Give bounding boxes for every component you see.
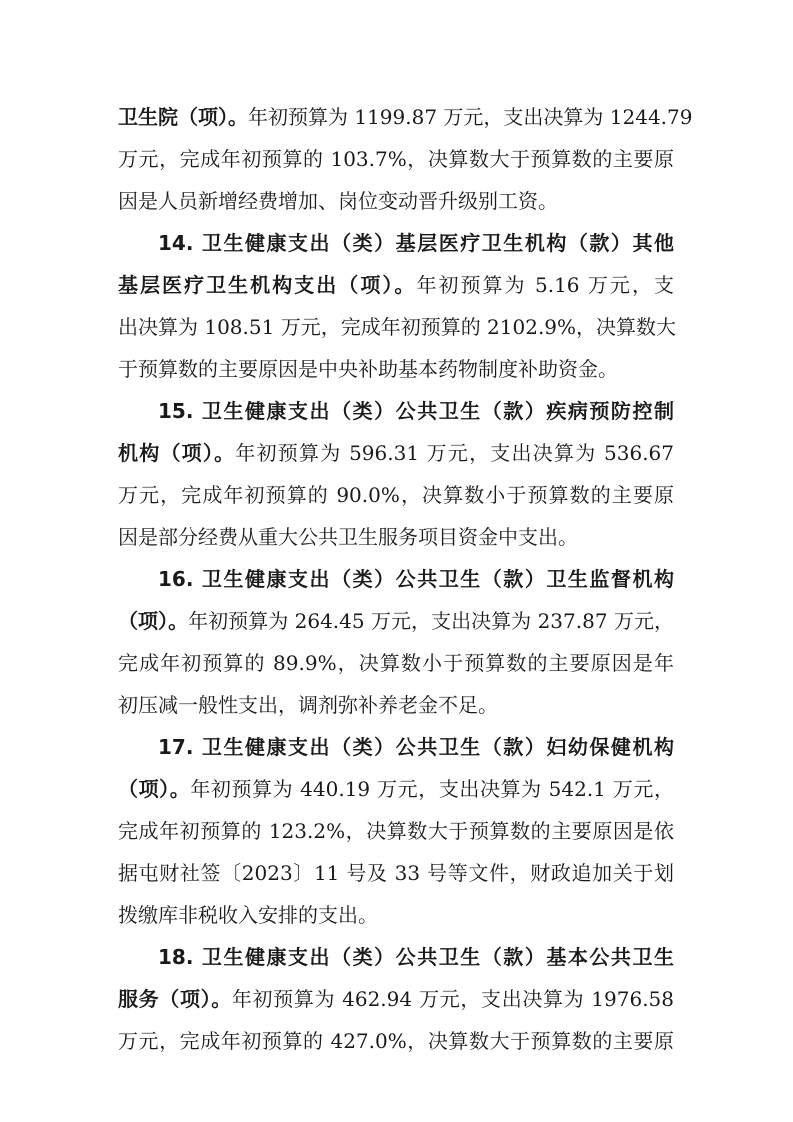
item-heading: （项）。: [118, 609, 189, 633]
body-text: 年初预算为 5.16 万元，支: [416, 273, 674, 297]
body-text: 初压减一般性支出，调剂弥补养老金不足。: [118, 693, 498, 717]
item-heading: 卫生院（项）。: [118, 105, 248, 129]
item-heading: 服务（项）。: [118, 987, 232, 1011]
paragraph-line: [0, 685, 793, 725]
paragraph-line: [0, 475, 793, 515]
item-heading: 机构（项）。: [118, 441, 236, 465]
paragraph-line: [0, 433, 793, 473]
body-text: 年初预算为 264.45 万元，支出决算为 237.87 万元，: [188, 609, 675, 633]
paragraph-line: [0, 181, 793, 221]
body-text: 于预算数的主要原因是中央补助基本药物制度补助资金。: [118, 357, 618, 381]
paragraph-line: [0, 769, 793, 809]
body-text: 完成年初预算的 89.9%，决算数小于预算数的主要原因是年: [118, 651, 674, 675]
paragraph-line: [0, 727, 793, 767]
body-text: 年初预算为 440.19 万元，支出决算为 542.1 万元，: [190, 777, 675, 801]
paragraph-line: [0, 349, 793, 389]
item-heading: 18. 卫生健康支出（类）公共卫生（款）基本公共卫生: [158, 945, 674, 969]
paragraph-line: [0, 391, 793, 431]
paragraph-line: [0, 517, 793, 557]
item-heading: 17. 卫生健康支出（类）公共卫生（款）妇幼保健机构: [158, 735, 674, 759]
paragraph-line: [0, 643, 793, 683]
body-text: 完成年初预算的 123.2%，决算数大于预算数的主要原因是依: [118, 819, 674, 843]
body-text: 因是部分经费从重大公共卫生服务项目资金中支出。: [118, 525, 578, 549]
paragraph-line: [0, 223, 793, 263]
paragraph-line: [0, 601, 793, 641]
body-text: 万元，完成年初预算的 103.7%，决算数大于预算数的主要原: [118, 147, 674, 171]
body-text: 年初预算为 462.94 万元，支出决算为 1976.58: [231, 987, 675, 1011]
paragraph-line: [0, 265, 793, 305]
paragraph-line: [0, 97, 793, 137]
body-text: 万元，完成年初预算的 427.0%，决算数大于预算数的主要原: [118, 1029, 674, 1053]
item-heading: 14. 卫生健康支出（类）基层医疗卫生机构（款）其他: [158, 231, 674, 255]
item-heading: 16. 卫生健康支出（类）公共卫生（款）卫生监督机构: [158, 567, 674, 591]
body-text: 出决算为 108.51 万元，完成年初预算的 2102.9%，决算数大: [118, 315, 677, 339]
body-text: 拨缴库非税收入安排的支出。: [118, 903, 378, 927]
body-text: 据屯财社签〔2023〕11 号及 33 号等文件，财政追加关于划: [118, 861, 674, 885]
paragraph-line: [0, 979, 793, 1019]
body-text: 万元，完成年初预算的 90.0%，决算数小于预算数的主要原: [118, 483, 674, 507]
paragraph-line: [0, 559, 793, 599]
paragraph-line: [0, 811, 793, 851]
item-heading: （项）。: [118, 777, 191, 801]
body-text: 年初预算为 596.31 万元，支出决算为 536.67: [235, 441, 674, 465]
body-text: 因是人员新增经费增加、岗位变动晋升级别工资。: [118, 189, 558, 213]
paragraph-line: [0, 307, 793, 347]
item-heading: 基层医疗卫生机构支出（项）。: [118, 273, 417, 297]
body-text: 年初预算为 1199.87 万元，支出决算为 1244.79: [248, 105, 693, 129]
item-heading: 15. 卫生健康支出（类）公共卫生（款）疾病预防控制: [158, 399, 674, 423]
paragraph-line: [0, 895, 793, 935]
paragraph-line: [0, 1021, 793, 1061]
paragraph-line: [0, 139, 793, 179]
paragraph-line: [0, 853, 793, 893]
paragraph-line: [0, 937, 793, 977]
